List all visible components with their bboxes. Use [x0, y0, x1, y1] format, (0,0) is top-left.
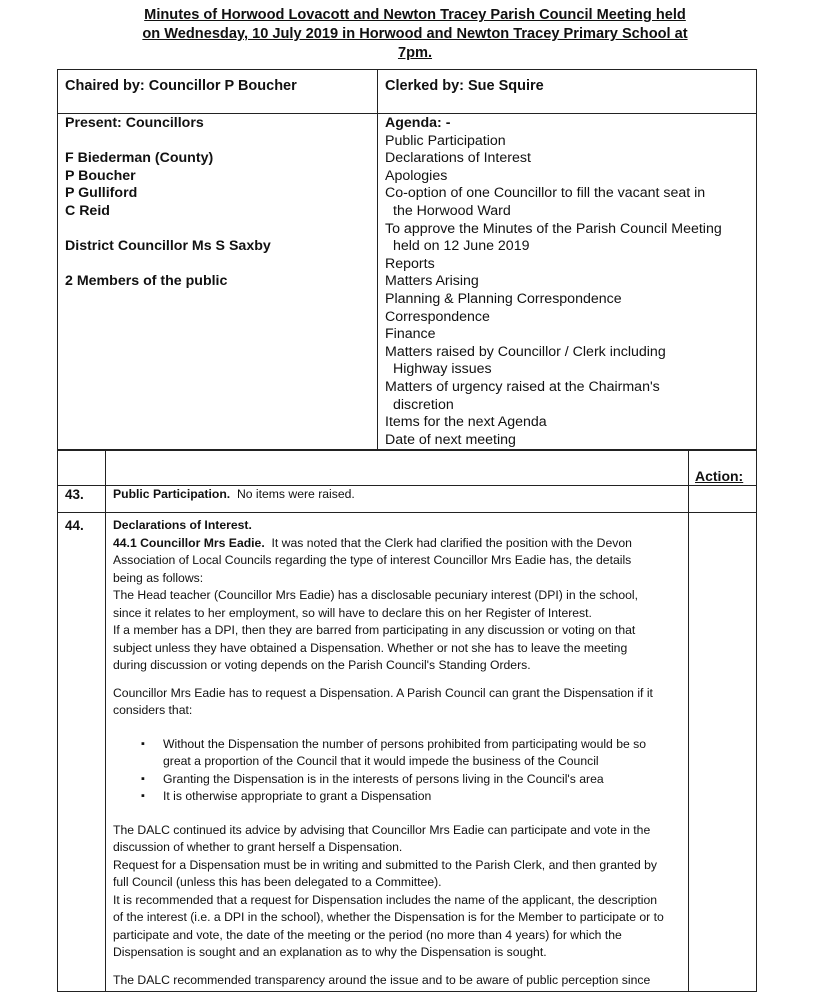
list-item-cont [163, 753, 664, 771]
agenda-item: Finance [385, 326, 436, 343]
minutes-action-column-divider [688, 450, 689, 992]
minutes-number-column-divider [105, 450, 106, 992]
item-44-paragraph-line: Association of Local Councils regarding the type of interest Councillor Mrs Eadie has, the details [113, 553, 632, 567]
item-44-number: 44. [65, 518, 84, 533]
agenda-item: Apologies [385, 167, 448, 184]
agenda-section [385, 115, 722, 449]
agenda-item: Declarations of Interest [385, 150, 531, 167]
agenda-item: Planning & Planning Correspondence [385, 290, 622, 307]
present-section [65, 115, 271, 291]
header-row-divider [57, 113, 757, 114]
clerked-by: Clerked by: Sue Squire [385, 78, 544, 94]
agenda-item-cont: Highway issues [393, 361, 492, 378]
item-44-paragraph-line: It was noted that the Clerk had clarified the position with the Devon [271, 535, 632, 550]
agenda-item-cont: discretion [393, 396, 454, 413]
item-44-paragraph-line: subject unless they have obtained a Dispensation. Whether or not she has to leave the meeting [113, 640, 628, 655]
item-43-number: 43. [65, 487, 84, 502]
agenda-heading: Agenda: - [385, 115, 451, 131]
item-43-heading: Public Participation. [113, 487, 231, 501]
agenda-item: Correspondence [385, 308, 490, 325]
chaired-by: Chaired by: Councillor P Boucher [65, 78, 297, 94]
title-line-1: Minutes of Horwood Lovacott and Newton Tracey Parish Council Meeting held [144, 7, 686, 23]
councillor-4: C Reid [65, 202, 110, 219]
agenda-item: Matters Arising [385, 273, 479, 290]
agenda-item: Reports [385, 255, 435, 272]
item-44-sub-heading: 44.1 Councillor Mrs Eadie. [113, 535, 265, 550]
item-44-paragraph-line: considers that: [113, 703, 193, 717]
item-44-paragraph-line: The DALC continued its advice by advising that Councillor Mrs Eadie can participate and vote in the [113, 822, 651, 837]
item-44-paragraph-line: full Council (unless this has been delegated to a Committee). [113, 875, 442, 889]
item-44-paragraph-line: participate and vote, the date of the meeting or the period (no more than 4 years) for which the [113, 927, 622, 942]
item-44-content [113, 517, 664, 989]
agenda-item: To approve the Minutes of the Parish Council Meeting [385, 220, 722, 237]
list-item: ▪ Without the Dispensation the number of persons prohibited from participating would be so [163, 736, 664, 754]
action-column-heading: Action: [695, 468, 744, 484]
present-heading: Present: Councillors [65, 115, 204, 131]
item-43-divider [57, 512, 757, 513]
councillor-2: P Boucher [65, 167, 136, 184]
item-44-paragraph-line: The DALC recommended transparency around the issue and to be aware of public perception since [113, 972, 651, 987]
header-table-divider [377, 69, 378, 450]
item-44-paragraph-line: If a member has a DPI, then they are barred from participating in any discussion or voting on that [113, 623, 636, 637]
agenda-item: Matters of urgency raised at the Chairman's [385, 378, 660, 395]
list-item-text: great a proportion of the Council that it would impede the business of the Council [163, 754, 599, 768]
agenda-item: Public Participation [385, 132, 506, 149]
list-item: ▪ Granting the Dispensation is in the interests of persons living in the Council's area [163, 771, 664, 789]
item-43-text: No items were raised. [236, 487, 355, 501]
item-44-paragraph-line: The Head teacher (Councillor Mrs Eadie) has a disclosable pecuniary interest (DPI) in the school, [113, 588, 638, 602]
item-44-paragraph-line: of the interest (i.e. a DPI in the school), whether the Dispensation is for the Member to participate or to [113, 910, 664, 924]
councillor-3: P Gulliford [65, 185, 138, 202]
councillor-1: F Biederman (County) [65, 150, 214, 167]
item-43-content [113, 486, 355, 504]
item-44-paragraph-line: since it relates to her employment, so will have to declare this on her Register of Interest. [113, 605, 592, 620]
agenda-item: Co-option of one Councillor to fill the vacant seat in [385, 185, 706, 202]
agenda-item-cont: held on 12 June 2019 [393, 238, 530, 255]
agenda-item: Matters raised by Councillor / Clerk including [385, 343, 666, 360]
item-44-paragraph-line: Request for a Dispensation must be in writing and submitted to the Parish Clerk, and then granted by [113, 857, 657, 872]
item-44-paragraph-line: Dispensation is sought and an explanation as to why the Dispensation is sought. [113, 945, 547, 959]
members-of-public: 2 Members of the public [65, 273, 228, 290]
district-councillor: District Councillor Ms S Saxby [65, 238, 271, 255]
item-44-paragraph-line: discussion of whether to grant herself a Dispensation. [113, 840, 403, 854]
item-44-paragraph-line: Councillor Mrs Eadie has to request a Dispensation. A Parish Council can grant the Dispensation if it [113, 685, 653, 700]
agenda-item: Date of next meeting [385, 431, 516, 448]
item-44-paragraph-line: during discussion or voting depends on the Parish Council's Standing Orders. [113, 658, 531, 672]
document-title [95, 6, 735, 63]
dispensation-criteria-list [113, 736, 664, 806]
title-line-3: 7pm. [397, 45, 433, 61]
agenda-item-cont: the Horwood Ward [393, 202, 511, 219]
agenda-item: Items for the next Agenda [385, 414, 547, 431]
list-item: ▪ It is otherwise appropriate to grant a Dispensation [163, 788, 664, 806]
item-44-heading: Declarations of Interest. [113, 518, 252, 532]
title-line-2: on Wednesday, 10 July 2019 in Horwood and Newton Tracey Primary School at [142, 26, 688, 42]
item-44-paragraph-line: It is recommended that a request for Dispensation includes the name of the applicant, the description [113, 892, 658, 907]
item-44-paragraph-line: being as follows: [113, 570, 204, 585]
